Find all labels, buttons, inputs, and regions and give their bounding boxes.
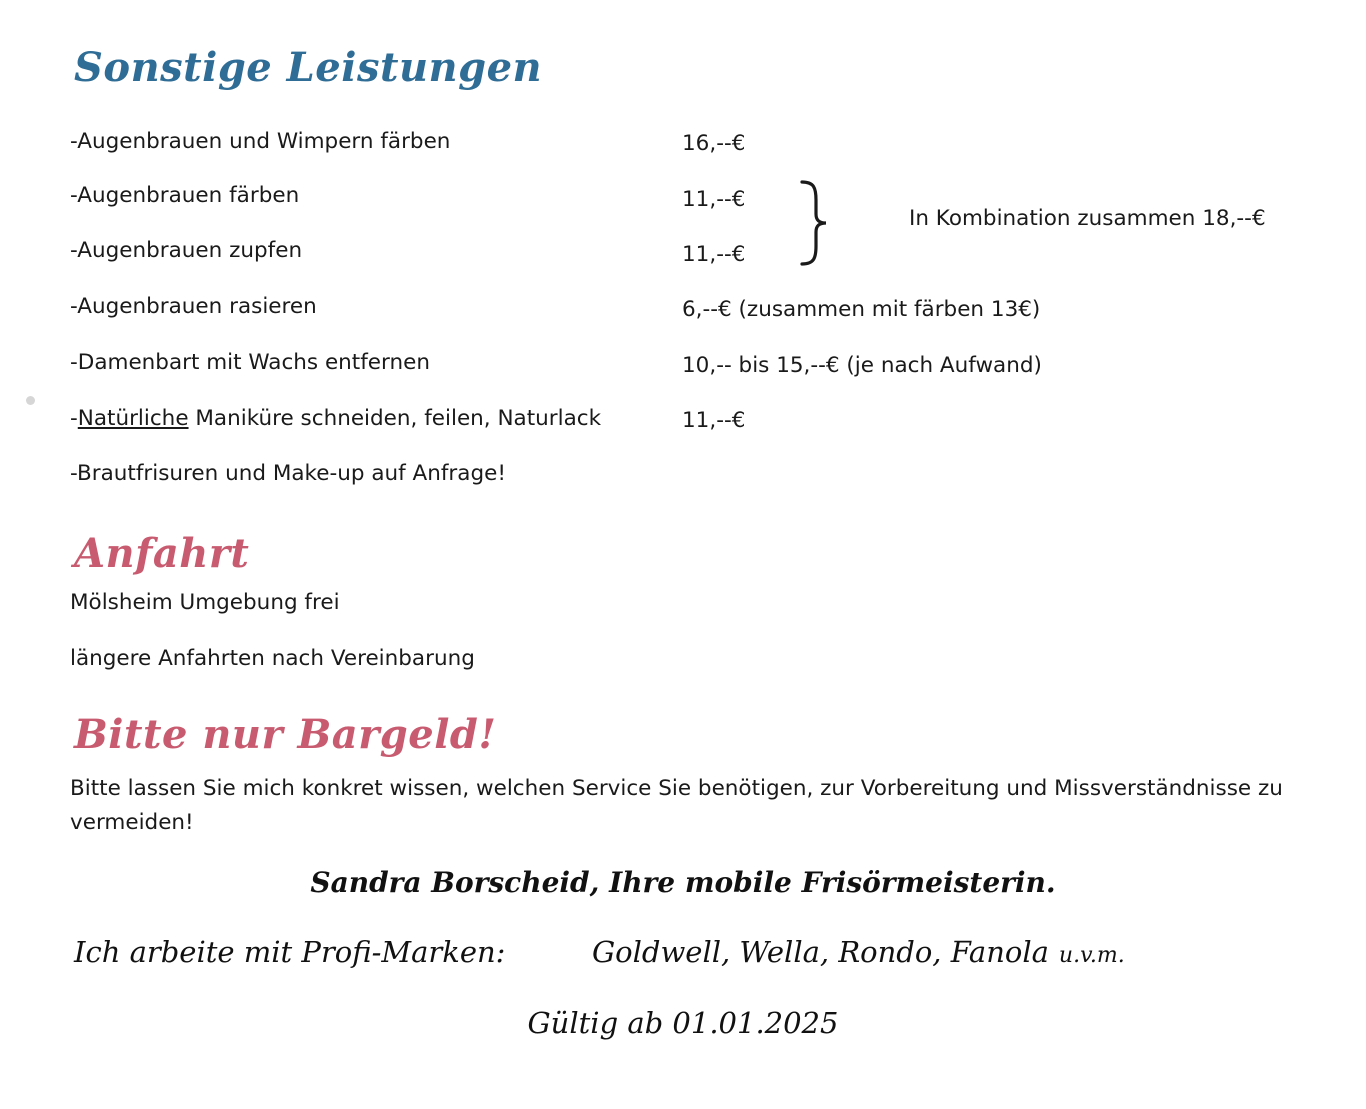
brands-label: Ich arbeite mit Profi-Marken: bbox=[74, 935, 506, 969]
service-item-label: -Augenbrauen zupfen bbox=[70, 238, 303, 263]
service-item-price: 10,-- bis 15,--€ (je nach Aufwand) bbox=[682, 353, 1042, 378]
travel-line: Mölsheim Umgebung frei bbox=[70, 590, 340, 615]
combination-brace bbox=[796, 178, 832, 268]
services-heading: Sonstige Leistungen bbox=[74, 44, 543, 91]
brands-suffix: u.v.m. bbox=[1058, 943, 1125, 968]
service-item-price: 11,--€ bbox=[682, 187, 746, 212]
valid-from: Gültig ab 01.01.2025 bbox=[527, 1006, 839, 1040]
combination-note: In Kombination zusammen 18,--€ bbox=[909, 206, 1266, 231]
service-item-label: -Brautfrisuren und Make-up auf Anfrage! bbox=[70, 461, 506, 486]
travel-heading: Anfahrt bbox=[74, 530, 250, 577]
brand-names: Goldwell, Wella, Rondo, Fanola bbox=[592, 935, 1049, 969]
service-item-price: 11,--€ bbox=[682, 408, 746, 433]
service-item-price: 11,--€ bbox=[682, 242, 746, 267]
service-item-label: -Augenbrauen rasieren bbox=[70, 294, 317, 319]
scan-speck bbox=[26, 396, 35, 405]
payment-heading: Bitte nur Bargeld! bbox=[74, 711, 497, 758]
service-item-label: -Damenbart mit Wachs entfernen bbox=[70, 350, 430, 375]
service-item-price: 6,--€ (zusammen mit färben 13€) bbox=[682, 297, 1041, 322]
service-item-label: -Augenbrauen und Wimpern färben bbox=[70, 129, 451, 154]
brands-list bbox=[592, 935, 1125, 969]
service-item-label: -Augenbrauen färben bbox=[70, 183, 300, 208]
signature: Sandra Borscheid, Ihre mobile Frisörmeisterin. bbox=[310, 866, 1056, 899]
service-item-price: 16,--€ bbox=[682, 131, 746, 156]
payment-text: Bitte lassen Sie mich konkret wissen, welchen Service Sie benötigen, zur Vorbereitung und Missverständnisse zu vermeiden! bbox=[70, 776, 1283, 835]
service-item-label: -Natürliche Maniküre schneiden, feilen, Naturlack bbox=[70, 406, 602, 431]
travel-line: längere Anfahrten nach Vereinbarung bbox=[70, 646, 475, 671]
